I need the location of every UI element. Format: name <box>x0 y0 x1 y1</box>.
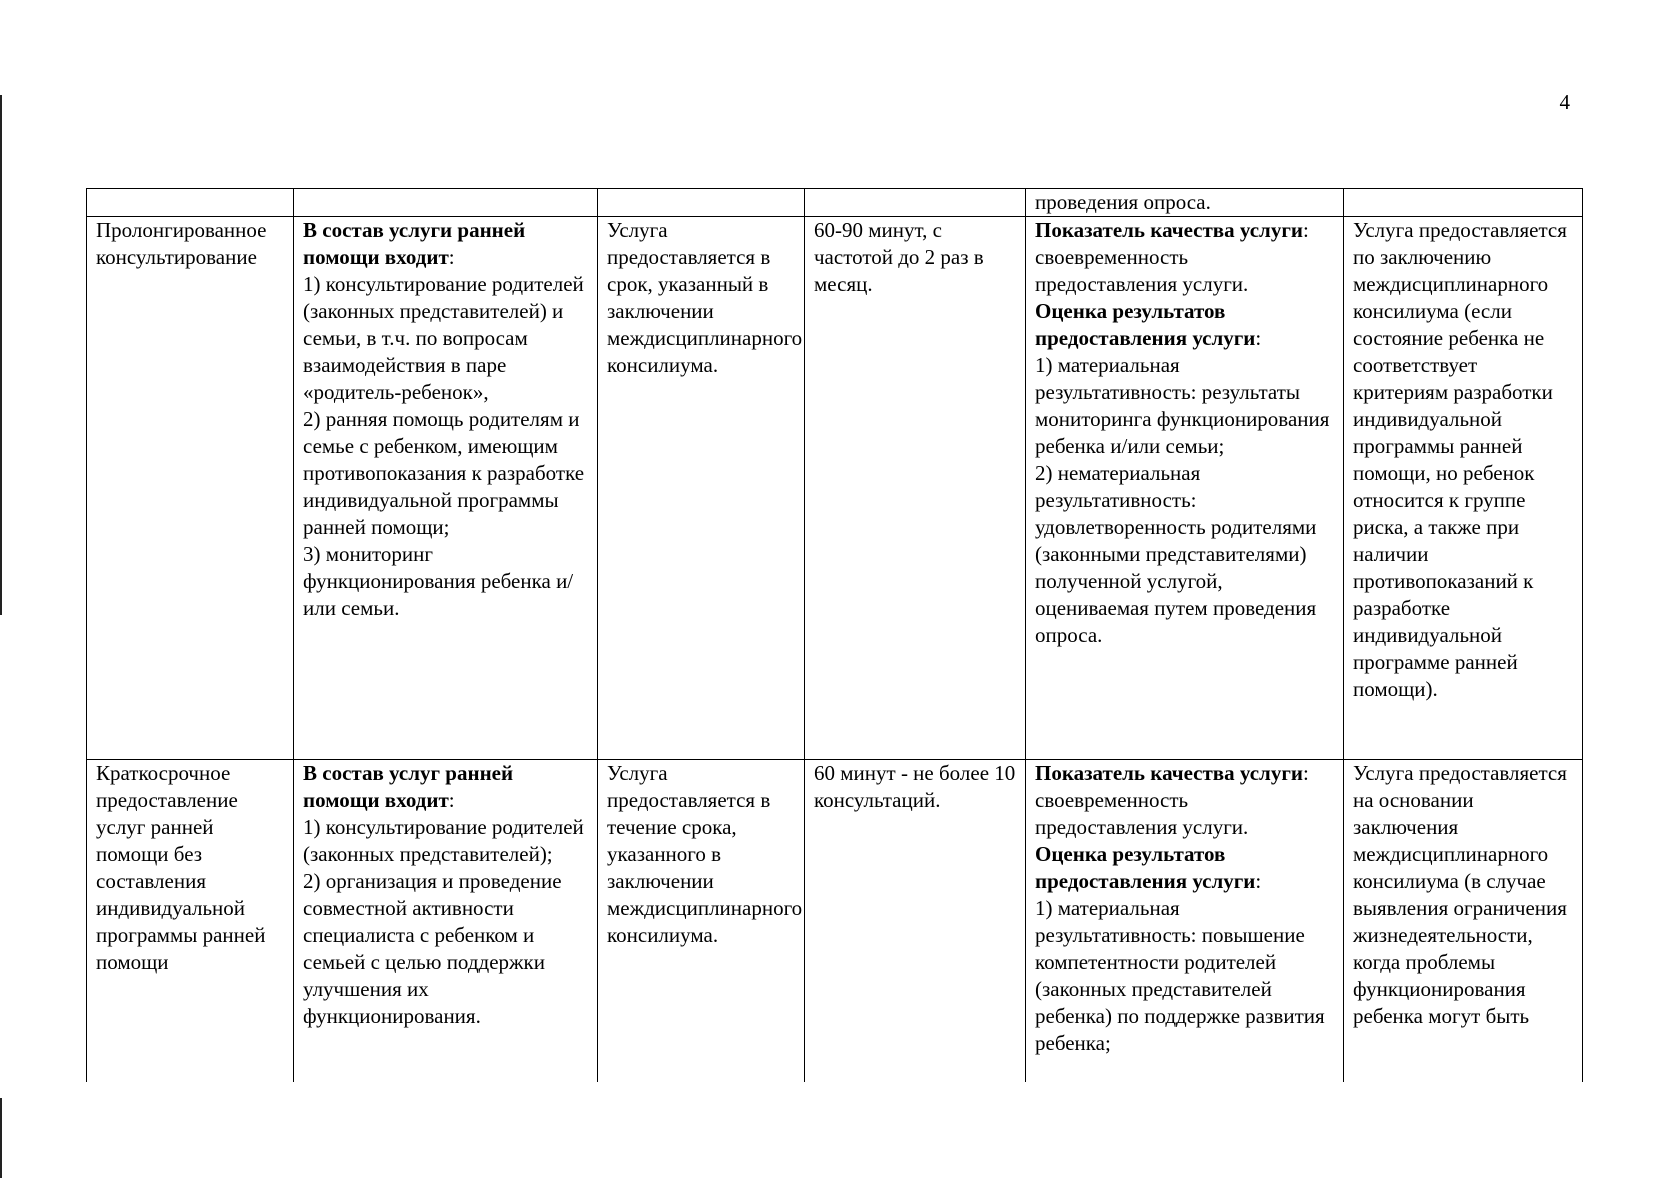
service-content-cell <box>294 760 598 1083</box>
quality-indicator-text: : своевременность предоставления услуги. <box>1035 761 1309 839</box>
table-row <box>87 217 1583 760</box>
service-timing: Услуга предоставляется в течение срока, указанного в заключении междисциплинарного консилиума. <box>607 761 803 947</box>
service-duration: 60-90 минут, с частотой до 2 раз в месяц. <box>814 218 984 296</box>
content-heading: В состав услуги ранней помощи входит <box>303 218 526 269</box>
content-item: 1) консультирование родителей (законных представителей) и семьи, в т.ч. по вопросам взаимодействия в паре «родитель-ребенок», <box>303 272 584 404</box>
service-name-cell <box>87 760 294 1083</box>
table-row-continued <box>87 189 1583 217</box>
result-item: 1) материальная результативность: повышение компетентности родителей (законных представителей ребенка) по поддержке развития ребенка; <box>1035 896 1325 1055</box>
service-content-cell <box>294 217 598 760</box>
service-duration-cell <box>805 217 1026 760</box>
service-timing-cell <box>598 217 805 760</box>
result-label: Оценка результатов предоставления услуги <box>1035 842 1256 893</box>
scan-edge-line <box>0 1098 2 1178</box>
table-cell-empty <box>805 189 1026 217</box>
table-cell-empty <box>87 189 294 217</box>
content-item: 3) мониторинг функционирования ребенка и/или семьи. <box>303 542 574 620</box>
result-colon: : <box>1255 869 1262 893</box>
service-quality-cell <box>1026 760 1344 1083</box>
content-colon: : <box>448 788 455 812</box>
quality-indicator-text: : своевременность предоставления услуги. <box>1035 218 1309 296</box>
content-heading: В состав услуг ранней помощи входит <box>303 761 514 812</box>
table-cell-empty <box>1344 189 1583 217</box>
table-row <box>87 760 1583 1083</box>
service-duration-cell <box>805 760 1026 1083</box>
result-item: 1) материальная результативность: результаты мониторинга функционирования ребенка и/или семьи; <box>1035 353 1330 458</box>
service-timing: Услуга предоставляется в срок, указанный в заключении междисциплинарного консилиума. <box>607 218 803 377</box>
result-label: Оценка результатов предоставления услуги <box>1035 299 1256 350</box>
service-duration: 60 минут - не более 10 консультаций. <box>814 761 1016 812</box>
quality-indicator-label: Показатель качества услуги <box>1035 218 1303 242</box>
service-name-cell <box>87 217 294 760</box>
quality-indicator-label: Показатель качества услуги <box>1035 761 1303 785</box>
content-item: 2) ранняя помощь родителям и семье с ребенком, имеющим противопоказания к разработке индивидуальной программы ранней помощи; <box>303 407 585 539</box>
service-conditions-cell <box>1344 760 1583 1083</box>
service-timing-cell <box>598 760 805 1083</box>
page-number: 4 <box>1559 90 1570 114</box>
service-conditions: Услуга предоставляется на основании заключения междисциплинарного консилиума (в случае выявления ограничения жизнедеятельности, когда проблемы функционирования ребенка могут быть <box>1353 761 1567 1028</box>
content-item: 1) консультирование родителей (законных представителей); <box>303 815 584 866</box>
content-colon: : <box>448 245 455 269</box>
service-quality-cell <box>1026 217 1344 760</box>
table-cell-empty <box>598 189 805 217</box>
service-conditions-cell <box>1344 217 1583 760</box>
service-name: Пролонгированное консультирование <box>96 218 267 269</box>
table-cell-empty <box>294 189 598 217</box>
content-item: 2) организация и проведение совместной активности специалиста с ребенком и семьей с целью поддержки улучшения их функционирования. <box>303 869 562 1028</box>
result-colon: : <box>1255 326 1262 350</box>
scan-edge-line <box>0 95 2 615</box>
result-item: 2) нематериальная результативность: удовлетворенность родителями (законными представителями) полученной услугой, оцениваемая путем проведения опроса. <box>1035 461 1317 647</box>
services-table <box>86 188 1583 1082</box>
service-conditions: Услуга предоставляется по заключению междисциплинарного консилиума (если состояние ребенка не соответствует критериям разработки индивидуальной программы ранней помощи, но ребенок относится к группе риска, а также при наличии противопоказаний к разработке индивидуальной программе ранней помощи). <box>1353 218 1567 701</box>
quality-cell-continued: проведения опроса. <box>1026 189 1344 217</box>
service-name: Краткосрочное предоставление услуг ранней помощи без составления индивидуальной программы ранней помощи <box>96 761 266 974</box>
